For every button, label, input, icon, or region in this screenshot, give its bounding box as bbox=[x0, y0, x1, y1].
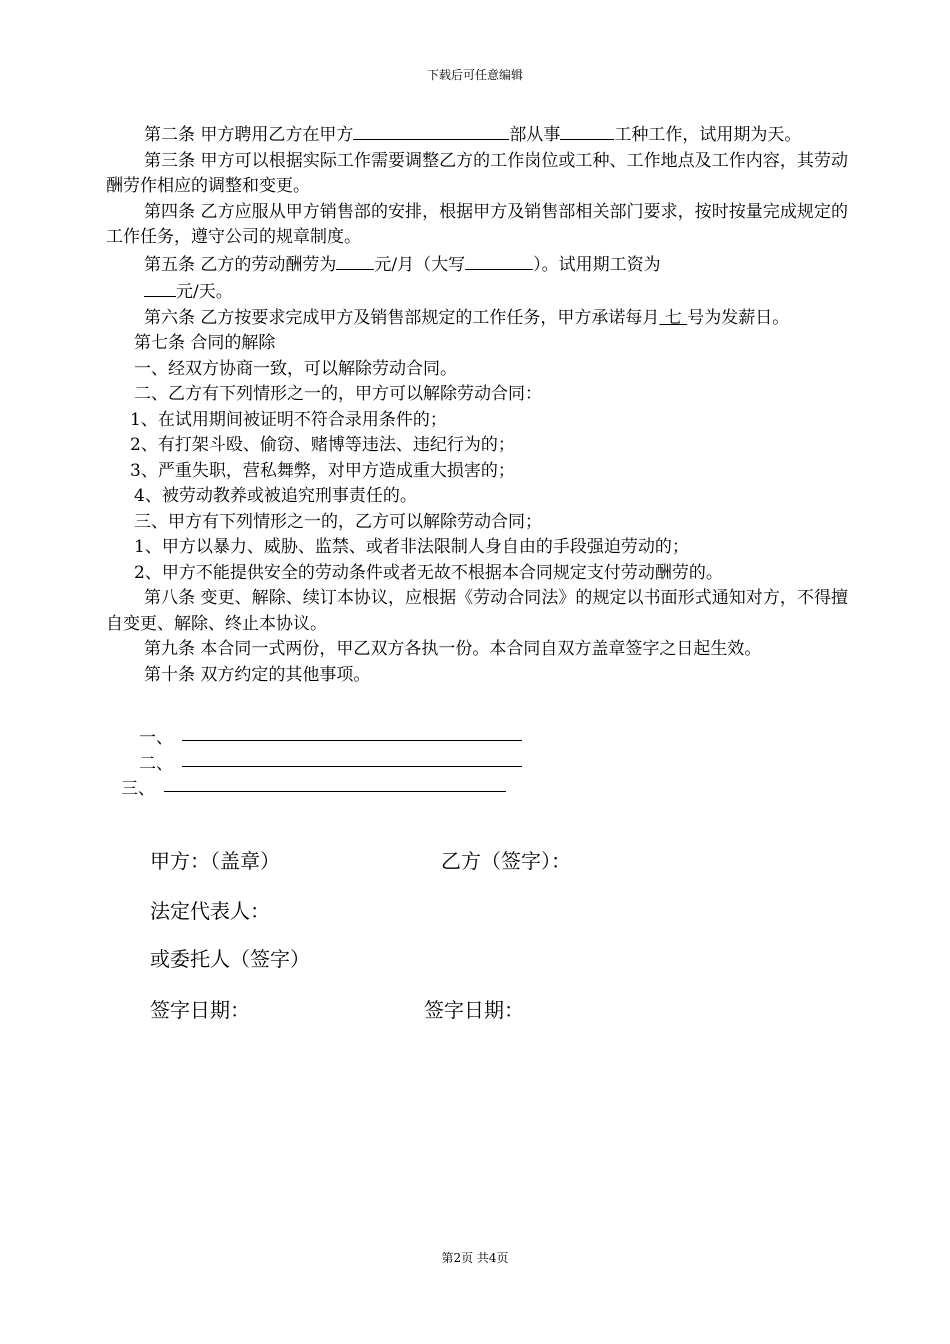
article-5 bbox=[106, 251, 848, 279]
agent-signature: 或委托人（签字） bbox=[150, 947, 310, 971]
article-10: 第十条 双方约定的其他事项。 bbox=[144, 664, 371, 685]
article-7-title: 第七条 合同的解除 bbox=[134, 333, 276, 353]
other-item-2-line bbox=[182, 766, 522, 767]
party-a-sign-date: 签字日期： bbox=[150, 998, 250, 1022]
article-6 bbox=[106, 306, 848, 332]
article-7-item-2: 二、乙方有下列情形之一的，甲方可以解除劳动合同： bbox=[134, 384, 542, 404]
party-a-seal: 甲方：（盖章） bbox=[150, 849, 280, 873]
salary-uppercase-blank bbox=[465, 251, 533, 270]
article-6-text-b: 号为发薪日。 bbox=[687, 307, 790, 328]
party-b-signature: 乙方（签字）： bbox=[441, 849, 571, 873]
contract-body bbox=[106, 121, 848, 688]
article-8: 第八条 变更、解除、续订本协议，应根据《劳动合同法》的规定以书面形式通知对方，不得擅自变更、解除、终止本协议。 bbox=[106, 588, 848, 634]
salary-blank bbox=[336, 251, 374, 270]
page-footer: 第2页 共4页 bbox=[441, 1251, 509, 1265]
article-7-item-1: 一、经双方协商一致，可以解除劳动合同。 bbox=[134, 358, 457, 379]
article-7-item-2-1: 1、在试用期间被证明不符合录用条件的； bbox=[130, 409, 447, 430]
other-item-1-label: 一、 bbox=[139, 728, 173, 748]
article-5-text-c: ）。试用期工资为 bbox=[533, 254, 661, 275]
payday-value: 七 bbox=[659, 307, 688, 328]
article-7-item-3-2: 2、甲方不能提供安全的劳动条件或者无故不根据本合同规定支付劳动酬劳的。 bbox=[134, 562, 723, 583]
article-5-text-d: 元/天。 bbox=[176, 282, 233, 302]
job-type-blank bbox=[560, 121, 614, 140]
legal-representative: 法定代表人： bbox=[150, 899, 270, 923]
article-7-item-3-1: 1、甲方以暴力、威胁、监禁、或者非法限制人身自由的手段强迫劳动的； bbox=[134, 537, 689, 557]
article-7-item-3: 三、甲方有下列情形之一的，乙方可以解除劳动合同； bbox=[134, 511, 542, 532]
article-2-text-a: 第二条 甲方聘用乙方在甲方 bbox=[144, 125, 354, 145]
department-blank bbox=[353, 121, 509, 140]
article-2 bbox=[106, 121, 848, 149]
article-6-text-a: 第六条 乙方按要求完成甲方及销售部规定的工作任务，甲方承诺每月 bbox=[144, 307, 660, 328]
article-4: 第四条 乙方应服从甲方销售部的安排，根据甲方及销售部相关部门要求，按时按量完成规定的工作任务，遵守公司的规章制度。 bbox=[106, 201, 848, 247]
article-2-text-b: 部从事 bbox=[509, 125, 561, 145]
article-7-item-2-2: 2、有打架斗殴、偷窃、赌博等违法、违纪行为的； bbox=[130, 435, 515, 455]
page-header: 下载后可任意编辑 bbox=[426, 68, 523, 82]
article-3: 第三条 甲方可以根据实际工作需要调整乙方的工作岗位或工种、工作地点及工作内容，其劳动酬劳作相应的调整和变更。 bbox=[106, 150, 848, 196]
party-b-sign-date: 签字日期： bbox=[424, 998, 524, 1022]
other-item-2-label: 二、 bbox=[139, 754, 173, 774]
article-2-text-c: 工种工作，试用期为天。 bbox=[614, 125, 802, 145]
article-7-item-2-3: 3、严重失职，营私舞弊，对甲方造成重大损害的； bbox=[130, 460, 515, 481]
other-item-1-line bbox=[182, 740, 522, 741]
article-7-item-2-4: 4、被劳动教养或被追究刑事责任的。 bbox=[134, 486, 417, 506]
article-5-text-a: 第五条 乙方的劳动酬劳为 bbox=[144, 254, 337, 275]
trial-wage-blank bbox=[144, 278, 176, 297]
article-5-text-b: 元/月（大写 bbox=[374, 254, 466, 275]
article-9: 第九条 本合同一式两份，甲乙双方各执一份。本合同自双方盖章签字之日起生效。 bbox=[144, 639, 762, 659]
article-5-line2 bbox=[106, 278, 848, 306]
other-item-3-line bbox=[164, 791, 506, 792]
other-item-3-label: 三、 bbox=[121, 779, 155, 799]
